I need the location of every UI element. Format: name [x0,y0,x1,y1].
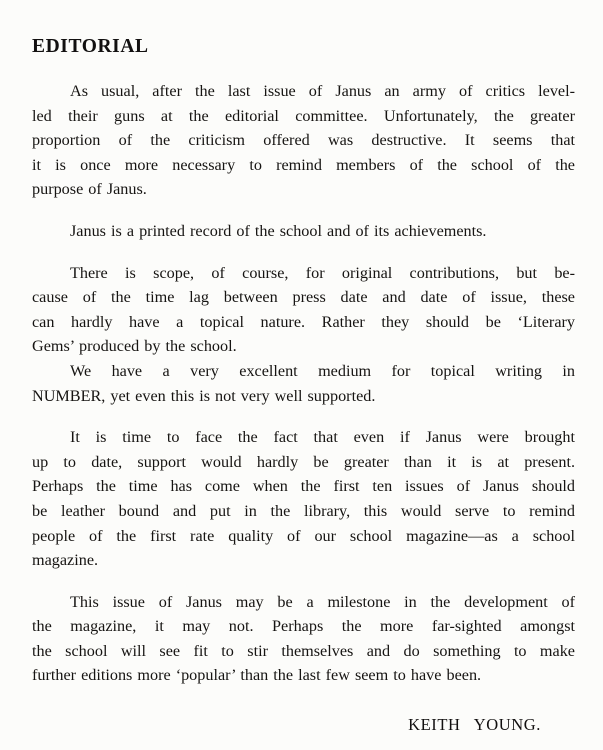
text-line: be leather bound and put in the library, this would serve to remind [32,501,575,520]
paragraph [32,425,575,573]
text-line: NUMBER, yet even this is not very well supported. [32,386,376,405]
author-signature: KEITH YOUNG. [408,715,541,735]
text-line: There is scope, of course, for original contributions, but be- [70,263,575,282]
text-line: Janus is a printed record of the school and of its achievements. [70,221,487,240]
text-line: it is once more necessary to remind members of the school of the [32,155,575,174]
text-line: magazine. [32,551,99,570]
text-line: It is time to face the fact that even if Janus were brought [70,428,575,447]
paragraph [32,261,575,359]
text-line: up to date, support would hardly be greater than it is at present. [32,452,575,471]
text-line: Gems’ produced by the school. [32,337,237,356]
text-line: This issue of Janus may be a milestone in the development of [70,592,575,611]
paragraph [32,79,575,202]
text-line: purpose of Janus. [32,180,147,199]
text-line: As usual, after the last issue of Janus an army of critics level- [70,82,575,100]
text-line: We have a very excellent medium for topical writing in [70,361,575,380]
text-line: led their guns at the editorial committee. Unfortunately, the greater [32,106,575,125]
editorial-paragraphs [32,79,575,688]
text-line: can hardly have a topical nature. Rather they should be ‘Literary [32,312,575,331]
text-line: proportion of the criticism offered was destructive. It seems that [32,131,575,150]
text-line: further editions more ‘popular’ than the last few seem to have been. [32,666,482,685]
paragraph [32,590,575,688]
text-line: the magazine, it may not. Perhaps the more far-sighted amongst [32,617,575,636]
paragraph [32,219,575,244]
paragraph [32,359,575,408]
text-line: people of the first rate quality of our school magazine—as a school [32,526,575,545]
page-title: EDITORIAL [32,36,149,57]
text-line: cause of the time lag between press date and date of issue, these [32,288,575,307]
text-line: Perhaps the time has come when the first ten issues of Janus should [32,477,575,496]
text-line: the school will see fit to stir themselves and do something to make [32,641,575,660]
